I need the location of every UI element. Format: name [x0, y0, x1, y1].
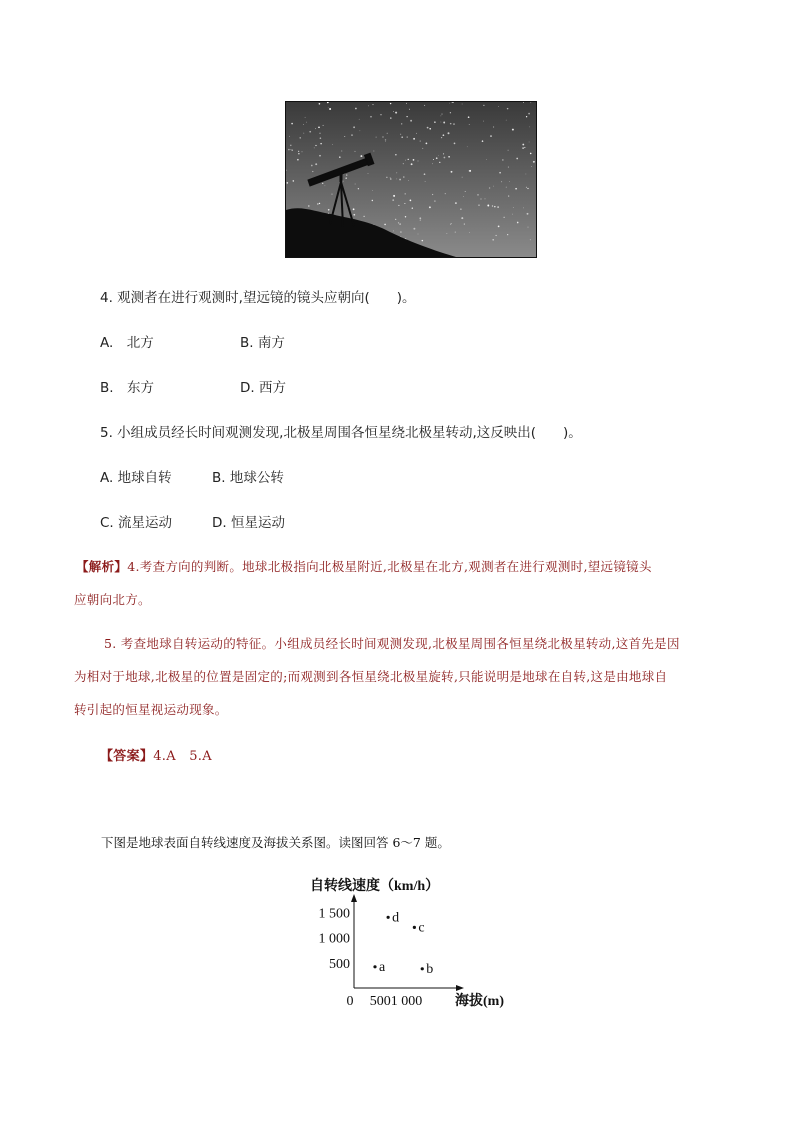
chart-y-tick-label: 1 000	[318, 931, 350, 947]
chart-y-axis-label: 自转线速度（km/h）	[310, 879, 440, 894]
chart-point-label-a: a	[379, 959, 386, 975]
question-4-stem: 4. 观测者在进行观测时,望远镜的镜头应朝向( )。	[100, 290, 416, 306]
chart-point-label-c: c	[418, 920, 425, 936]
question-5-stem: 5. 小组成员经长时间观测发现,北极星周围各恒星绕北极星转动,这反映出( )。	[100, 425, 582, 441]
chart-point-label-d: d	[392, 910, 400, 926]
telescope-photo-illustration	[286, 102, 536, 257]
chart-y-tick-label: 1 500	[318, 906, 350, 922]
chart-x-axis-label: 海拔(m)	[455, 994, 504, 1009]
rotation-speed-altitude-chart	[300, 870, 530, 1015]
q5-option-d: D. 恒星运动	[212, 515, 285, 531]
analysis-p2-line-3: 转引起的恒星视运动现象。	[74, 702, 228, 717]
q5-option-c: C. 流星运动	[100, 515, 173, 531]
chart-x-tick-label: 500	[369, 994, 391, 1009]
analysis-p2-line-1: 5. 考查地球自转运动的特征。小组成员经长时间观测发现,北极星周围各恒星绕北极星转动,这首先是因	[104, 636, 680, 651]
analysis-line-1	[76, 557, 652, 575]
chart-x-tick-label: 0	[346, 994, 354, 1009]
analysis-text-1: 4.考查方向的判断。地球北极指向北极星附近,北极星在北方,观测者在进行观测时,望远镜镜头	[127, 559, 652, 574]
q4-option-b: B. 南方	[240, 335, 285, 351]
chart-point-b	[421, 967, 424, 970]
q4-option-d: D. 西方	[240, 380, 286, 396]
figure-intro: 下图是地球表面自转线速度及海拔关系图。读图回答 6～7 题。	[101, 835, 450, 850]
chart-y-axis-arrow	[351, 894, 357, 902]
analysis-p2-line-2: 为相对于地球,北极星的位置是固定的;而观测到各恒星绕北极星旋转,只能说明是地球在自转,这是由地球自	[74, 669, 668, 684]
q5-option-a: A. 地球自转	[100, 470, 172, 486]
chart-y-tick-label: 500	[329, 956, 350, 972]
chart-x-tick-label: 1 000	[390, 994, 423, 1009]
analysis-line-2: 应朝向北方。	[74, 592, 151, 607]
chart-point-label-b: b	[426, 961, 434, 977]
telescope-night-sky-photo	[285, 101, 537, 258]
answer-line	[100, 745, 212, 764]
answer-label: 【答案】	[100, 749, 154, 764]
chart-point-a	[373, 965, 376, 968]
q4-option-a: A. 北方	[100, 335, 154, 351]
answer-text: 4.A 5.A	[153, 749, 212, 764]
q5-option-b: B. 地球公转	[212, 470, 284, 486]
chart-point-d	[387, 916, 390, 919]
chart-x-axis-arrow	[456, 985, 464, 991]
q4-option-c: B. 东方	[100, 380, 155, 396]
chart-point-c	[413, 926, 416, 929]
analysis-label: 【解析】	[76, 559, 128, 574]
